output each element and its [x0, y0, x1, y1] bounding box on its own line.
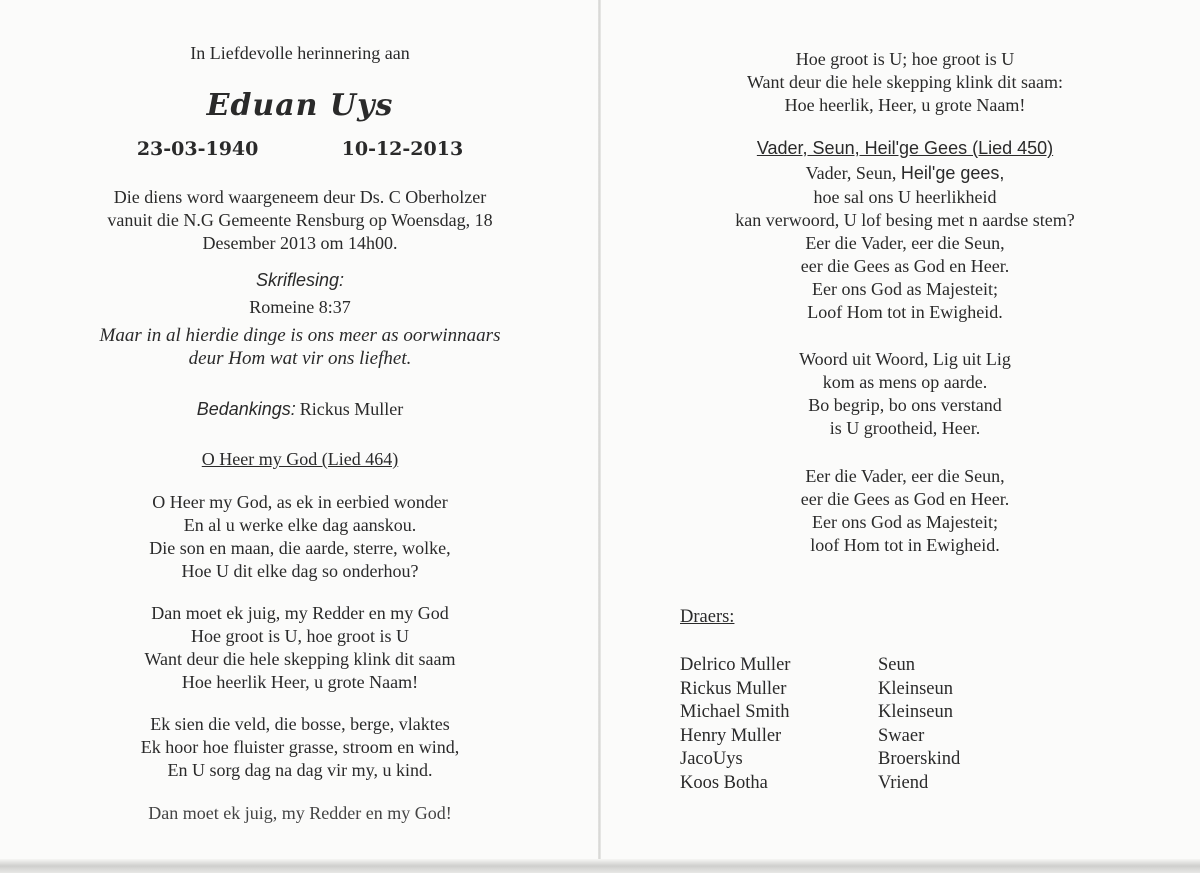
hymn2-line: kom as mens op aarde.	[822, 372, 988, 392]
hymn1-cont-line: Hoe groot is U; hoe groot is U	[795, 49, 1015, 69]
hymn1-cont-line: Want deur die hele skepping klink dit saam:	[747, 72, 1063, 92]
hymn2-line: Bo begrip, bo ons verstand	[808, 395, 1002, 415]
bearers-heading: Draers:	[680, 607, 735, 627]
thanks-label: Bedankings:	[196, 399, 296, 419]
bearer-row	[680, 748, 1080, 772]
hymn2-line: Loof Hom tot in Ewigheid.	[807, 302, 1003, 322]
hymn1-line: Hoe U dit elke dag so onderhou?	[181, 561, 419, 581]
bearer-name: Delrico Muller	[680, 655, 791, 675]
hymn2-line: eer die Gees as God en Heer.	[800, 489, 1010, 509]
hymn2-line: eer die Gees as God en Heer.	[800, 256, 1010, 276]
hymn2-title: Vader, Seun, Heil'ge Gees (Lied 450)	[756, 138, 1054, 158]
bearer-relation: Vriend	[878, 772, 929, 793]
hymn1-line: Die son en maan, die aarde, sterre, wolke,	[149, 538, 451, 558]
hymn1-line: O Heer my God, as ek in eerbied wonder	[152, 492, 448, 512]
bearer-name: Koos Botha	[680, 772, 768, 793]
bearer-row	[680, 654, 1080, 678]
hymn2-line: kan verwoord, U lof besing met n aardse stem?	[735, 210, 1075, 230]
hymn1-line: Ek sien die veld, die bosse, berge, vlaktes	[150, 714, 450, 734]
hymn2-first-line-a: Vader, Seun,	[805, 163, 901, 183]
bearer-row	[680, 725, 1080, 749]
bearer-relation: Kleinseun	[878, 702, 954, 722]
scan-bottom-edge	[0, 859, 1200, 873]
bearer-row	[680, 701, 1080, 725]
bearer-relation: Seun	[878, 655, 915, 675]
birth-date: 23-03-1940	[136, 138, 259, 160]
bearer-name: Henry Muller	[680, 725, 782, 746]
thanks-row	[40, 398, 560, 421]
hymn2-line: Eer die Vader, eer die Seun,	[805, 233, 1005, 253]
reading-ref: Romeine 8:37	[249, 297, 351, 317]
bearer-row	[680, 772, 1080, 796]
bearer-relation: Kleinseun	[878, 678, 954, 699]
hymn2-line: is U grootheid, Heer.	[829, 418, 981, 438]
bearer-name: Michael Smith	[680, 702, 790, 722]
hymn2-line: Eer die Vader, eer die Seun,	[805, 466, 1005, 486]
hymn1-line: Hoe heerlik Heer, u grote Naam!	[181, 672, 419, 692]
reading-text-1: Maar in al hierdie dinge is ons meer as oorwinnaars	[99, 325, 501, 346]
service-line-2: vanuit die N.G Gemeente Rensburg op Woensdag, 18	[107, 210, 493, 230]
hymn2-first-line-b: Heil'ge gees,	[900, 163, 1005, 183]
hymn2-line: Woord uit Woord, Lig uit Lig	[799, 349, 1011, 369]
bearer-row	[680, 678, 1080, 702]
service-line-3: Desember 2013 om 14h00.	[202, 233, 398, 253]
hymn1-line: Ek hoor hoe fluister grasse, stroom en wind,	[140, 737, 460, 757]
hymn2-line: Eer ons God as Majesteit;	[812, 512, 998, 532]
page-fold	[598, 0, 601, 873]
bearer-name: JacoUys	[680, 749, 743, 769]
thanks-name: Rickus Muller	[299, 399, 404, 419]
hymn1-line: Hoe groot is U, hoe groot is U	[191, 626, 409, 646]
bearer-relation: Broerskind	[878, 749, 961, 769]
bearer-relation: Swaer	[878, 725, 925, 746]
hymn1-title: O Heer my God (Lied 464)	[201, 449, 399, 469]
hymn1-line: Want deur die hele skepping klink dit saam	[144, 649, 456, 669]
bearer-name: Rickus Muller	[680, 678, 787, 699]
reading-heading: Skriflesing:	[255, 270, 345, 290]
hymn1-line: Dan moet ek juig, my Redder en my God	[151, 603, 449, 623]
intro-line: In Liefdevolle herinnering aan	[190, 43, 410, 63]
hymn2-line: hoe sal ons U heerlikheid	[813, 187, 997, 207]
hymn1-line: En U sorg dag na dag vir my, u kind.	[167, 760, 433, 780]
hymn1-line: En al u werke elke dag aanskou.	[183, 515, 417, 535]
service-line-1: Die diens word waargeneem deur Ds. C Oberholzer	[113, 187, 487, 207]
hymn2-line: loof Hom tot in Ewigheid.	[810, 535, 1000, 555]
hymn1-cont-line: Hoe heerlik, Heer, u grote Naam!	[784, 95, 1026, 115]
dates-row	[40, 138, 560, 160]
deceased-name: Eduan Uys	[206, 88, 394, 123]
closing-line: Dan moet ek juig, my Redder en my God!	[148, 803, 452, 823]
hymn2-first-line	[640, 162, 1170, 185]
reading-text-2: deur Hom wat vir ons liefhet.	[188, 348, 412, 369]
death-date: 10-12-2013	[341, 138, 464, 160]
hymn2-line: Eer ons God as Majesteit;	[812, 279, 998, 299]
